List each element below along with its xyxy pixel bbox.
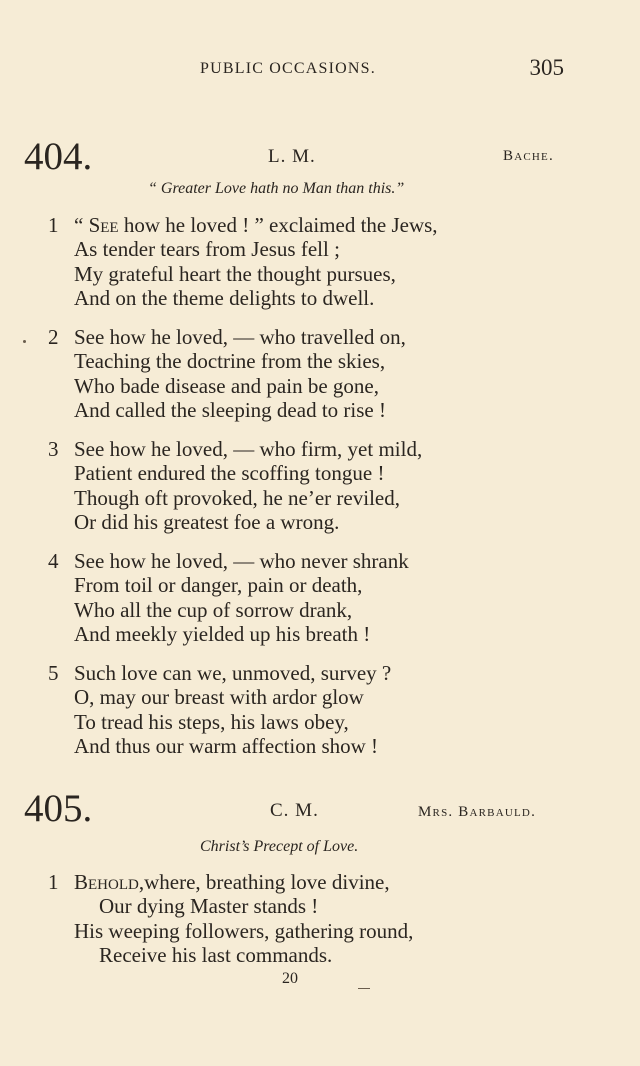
running-head: PUBLIC OCCASIONS. bbox=[200, 60, 376, 77]
stanza-line: And called the sleeping dead to rise ! bbox=[74, 398, 386, 423]
page-number: 305 bbox=[529, 55, 564, 80]
stanza-number: 2 bbox=[48, 325, 59, 349]
stanza-line: Patient endured the scoffing tongue ! bbox=[74, 461, 385, 486]
stanza-line bbox=[48, 213, 438, 237]
hymn-404-stanza-3 bbox=[48, 437, 422, 535]
hymn-404-number: 404. bbox=[24, 135, 93, 178]
line-text: Such love can we, unmoved, survey ? bbox=[74, 661, 392, 685]
stanza-line: From toil or danger, pain or death, bbox=[74, 573, 363, 598]
stanza-line: Receive his last commands. bbox=[99, 943, 333, 968]
line-text: See how he loved, — who firm, yet mild, bbox=[74, 437, 423, 461]
hymn-405-stanza-1 bbox=[48, 870, 413, 968]
stanza-number: 1 bbox=[48, 213, 59, 237]
hymn-404-stanza-1 bbox=[48, 213, 438, 311]
stanza-line: My grateful heart the thought pursues, bbox=[74, 261, 396, 286]
hymn-404-author: Bache. bbox=[503, 148, 554, 164]
hymn-404-epigraph: “ Greater Love hath no Man than this.” bbox=[148, 180, 405, 197]
hymn-404-meter: L. M. bbox=[268, 146, 316, 167]
stanza-line bbox=[48, 325, 406, 349]
stanza-line: His weeping followers, gathering round, bbox=[74, 918, 414, 943]
stanza-line bbox=[48, 437, 422, 461]
line-text: where, breathing love divine, bbox=[144, 870, 390, 894]
stanza-line bbox=[48, 549, 409, 573]
hymn-404-stanza-4 bbox=[48, 549, 409, 647]
stanza-line bbox=[48, 870, 413, 894]
hymn-405-author: Mrs. Barbauld. bbox=[418, 804, 537, 820]
stanza-line: Or did his greatest foe a wrong. bbox=[74, 510, 340, 535]
hymn-405-number: 405. bbox=[24, 787, 93, 830]
hymn-404-stanza-2 bbox=[48, 325, 406, 423]
ink-speck bbox=[23, 340, 26, 343]
stanza-number: 5 bbox=[48, 661, 59, 685]
stanza-line: Teaching the doctrine from the skies, bbox=[74, 349, 386, 374]
stanza-number: 4 bbox=[48, 549, 59, 573]
stanza-line: Our dying Master stands ! bbox=[99, 894, 319, 919]
stanza-line: To tread his steps, his laws obey, bbox=[74, 709, 349, 734]
line-text: See how he loved, — who never shrank bbox=[74, 549, 409, 573]
stanza-line: And on the theme delights to dwell. bbox=[74, 286, 375, 311]
hymn-405-meter: C. M. bbox=[270, 800, 319, 821]
signature-mark: 20 bbox=[282, 970, 298, 987]
ink-dash bbox=[358, 988, 370, 989]
first-word: “ See bbox=[74, 213, 119, 237]
stanza-number: 1 bbox=[48, 870, 59, 894]
hymn-405-epigraph: Christ’s Precept of Love. bbox=[200, 838, 359, 855]
stanza-number: 3 bbox=[48, 437, 59, 461]
line-text: See how he loved, — who travelled on, bbox=[74, 325, 406, 349]
stanza-line: Though oft provoked, he ne’er reviled, bbox=[74, 485, 400, 510]
stanza-line: Who all the cup of sorrow drank, bbox=[74, 597, 353, 622]
first-word: Behold, bbox=[74, 870, 145, 894]
stanza-line bbox=[48, 661, 391, 685]
line-text: how he loved ! ” exclaimed the Jews, bbox=[118, 213, 438, 237]
stanza-line: O, may our breast with ardor glow bbox=[74, 685, 364, 710]
stanza-line: And meekly yielded up his breath ! bbox=[74, 622, 371, 647]
hymn-404-stanza-5 bbox=[48, 661, 391, 759]
stanza-line: Who bade disease and pain be gone, bbox=[74, 373, 379, 398]
stanza-line: As tender tears from Jesus fell ; bbox=[74, 237, 340, 262]
stanza-line: And thus our warm affection show ! bbox=[74, 734, 379, 759]
